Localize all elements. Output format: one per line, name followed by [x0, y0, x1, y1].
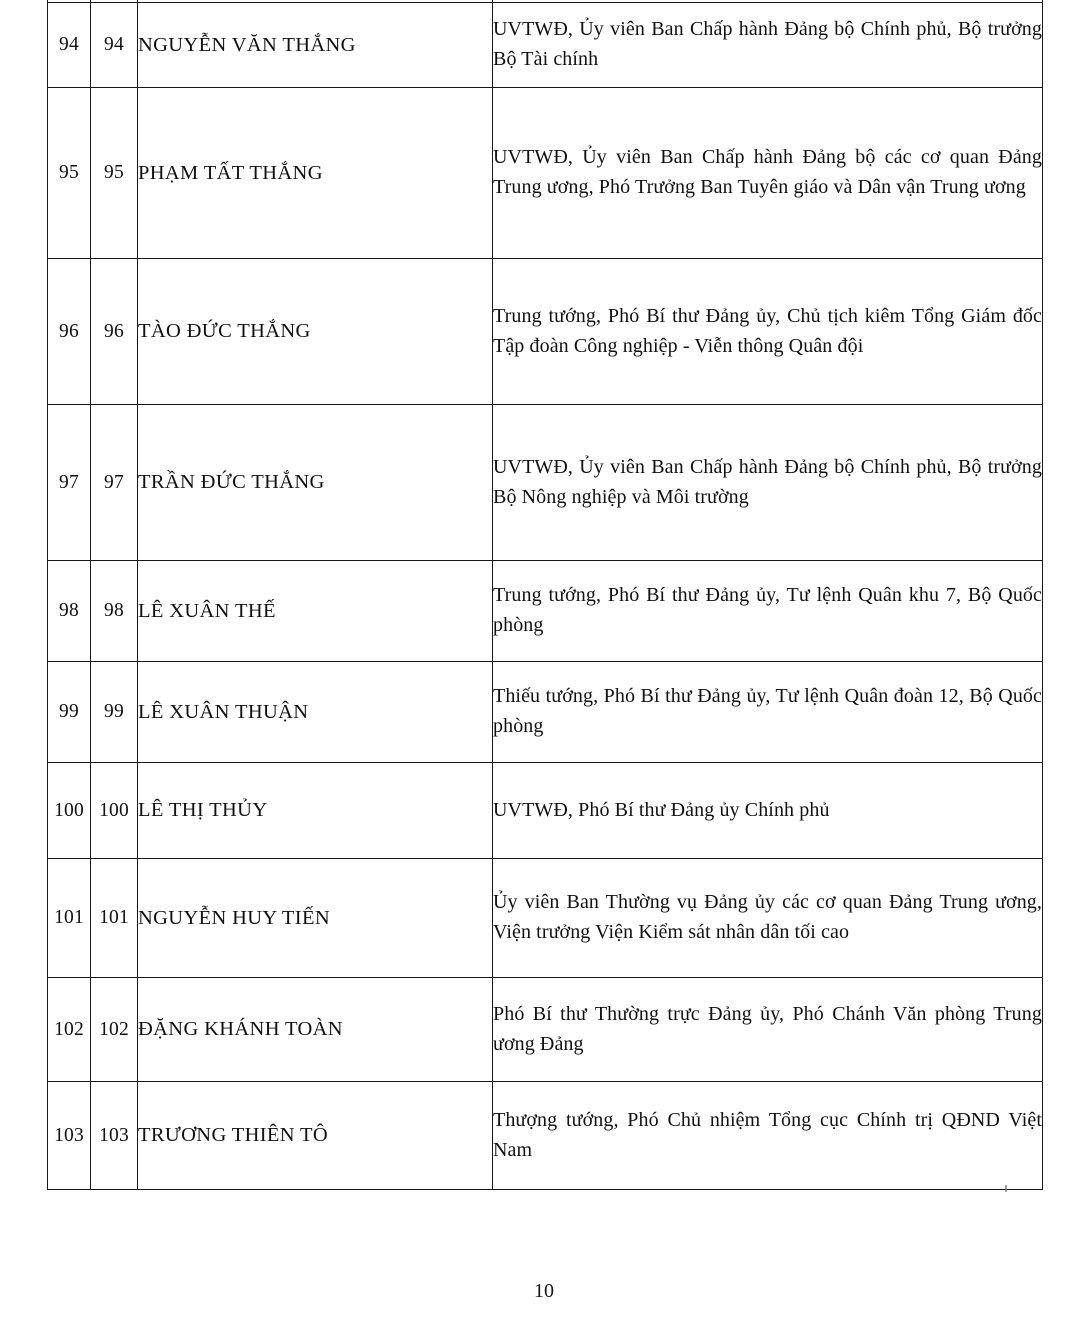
- cell-stt: 96: [48, 259, 91, 405]
- cell-stt: 99: [48, 662, 91, 763]
- table-row: [48, 561, 1043, 662]
- cell-name: TRƯƠNG THIÊN TÔ: [138, 1082, 493, 1190]
- cell-position: UVTWĐ, Ủy viên Ban Chấp hành Đảng bộ Chính phủ, Bộ trưởng Bộ Tài chính: [493, 3, 1043, 88]
- cell-stt: 94: [48, 3, 91, 88]
- cell-position: UVTWĐ, Ủy viên Ban Chấp hành Đảng bộ các cơ quan Đảng Trung ương, Phó Trưởng Ban Tuyên giáo và Dân vận Trung ương: [493, 88, 1043, 259]
- cell-name: PHẠM TẤT THẮNG: [138, 88, 493, 259]
- cell-name: LÊ XUÂN THUẬN: [138, 662, 493, 763]
- table-row: [48, 662, 1043, 763]
- cell-position: UVTWĐ, Ủy viên Ban Chấp hành Đảng bộ Chính phủ, Bộ trưởng Bộ Nông nghiệp và Môi trường: [493, 405, 1043, 561]
- cell-name: LÊ THỊ THỦY: [138, 763, 493, 859]
- table-row: [48, 3, 1043, 88]
- table-row: [48, 259, 1043, 405]
- cell-position: Trung tướng, Phó Bí thư Đảng ủy, Chủ tịch kiêm Tổng Giám đốc Tập đoàn Công nghiệp - Viễn thông Quân đội: [493, 259, 1043, 405]
- cell-stt: 97: [48, 405, 91, 561]
- personnel-table: [47, 0, 1043, 1190]
- cell-number: 96: [91, 259, 138, 405]
- cell-number: 102: [91, 978, 138, 1082]
- cell-position: Phó Bí thư Thường trực Đảng ủy, Phó Chánh Văn phòng Trung ương Đảng: [493, 978, 1043, 1082]
- cell-position: Thiếu tướng, Phó Bí thư Đảng ủy, Tư lệnh Quân đoàn 12, Bộ Quốc phòng: [493, 662, 1043, 763]
- cell-number: 100: [91, 763, 138, 859]
- cell-number: 97: [91, 405, 138, 561]
- cell-position: UVTWĐ, Phó Bí thư Đảng ủy Chính phủ: [493, 763, 1043, 859]
- cell-stt: 100: [48, 763, 91, 859]
- page-number: 10: [534, 1280, 554, 1302]
- cell-name: LÊ XUÂN THẾ: [138, 561, 493, 662]
- cell-number: 98: [91, 561, 138, 662]
- cell-number: 95: [91, 88, 138, 259]
- cell-number: 101: [91, 859, 138, 978]
- cell-position: Ủy viên Ban Thường vụ Đảng ủy các cơ quan Đảng Trung ương, Viện trưởng Viện Kiểm sát nhân dân tối cao: [493, 859, 1043, 978]
- table-row: [48, 1082, 1043, 1190]
- table-row: [48, 405, 1043, 561]
- cell-stt: 102: [48, 978, 91, 1082]
- cell-position: Trung tướng, Phó Bí thư Đảng ủy, Tư lệnh Quân khu 7, Bộ Quốc phòng: [493, 561, 1043, 662]
- cell-name: NGUYỄN VĂN THẮNG: [138, 3, 493, 88]
- table-row: [48, 978, 1043, 1082]
- cell-number: 103: [91, 1082, 138, 1190]
- cell-name: TÀO ĐỨC THẮNG: [138, 259, 493, 405]
- cell-stt: 103: [48, 1082, 91, 1190]
- scan-artifact: [1005, 1185, 1007, 1192]
- table-row: [48, 88, 1043, 259]
- cell-stt: 95: [48, 88, 91, 259]
- cell-stt: 98: [48, 561, 91, 662]
- cell-stt: 101: [48, 859, 91, 978]
- cell-name: ĐẶNG KHÁNH TOÀN: [138, 978, 493, 1082]
- cell-number: 99: [91, 662, 138, 763]
- cell-position: Thượng tướng, Phó Chủ nhiệm Tổng cục Chính trị QĐND Việt Nam: [493, 1082, 1043, 1190]
- table-row: [48, 859, 1043, 978]
- cell-name: NGUYỄN HUY TIẾN: [138, 859, 493, 978]
- cell-name: TRẦN ĐỨC THẮNG: [138, 405, 493, 561]
- cell-number: 94: [91, 3, 138, 88]
- table-row: [48, 763, 1043, 859]
